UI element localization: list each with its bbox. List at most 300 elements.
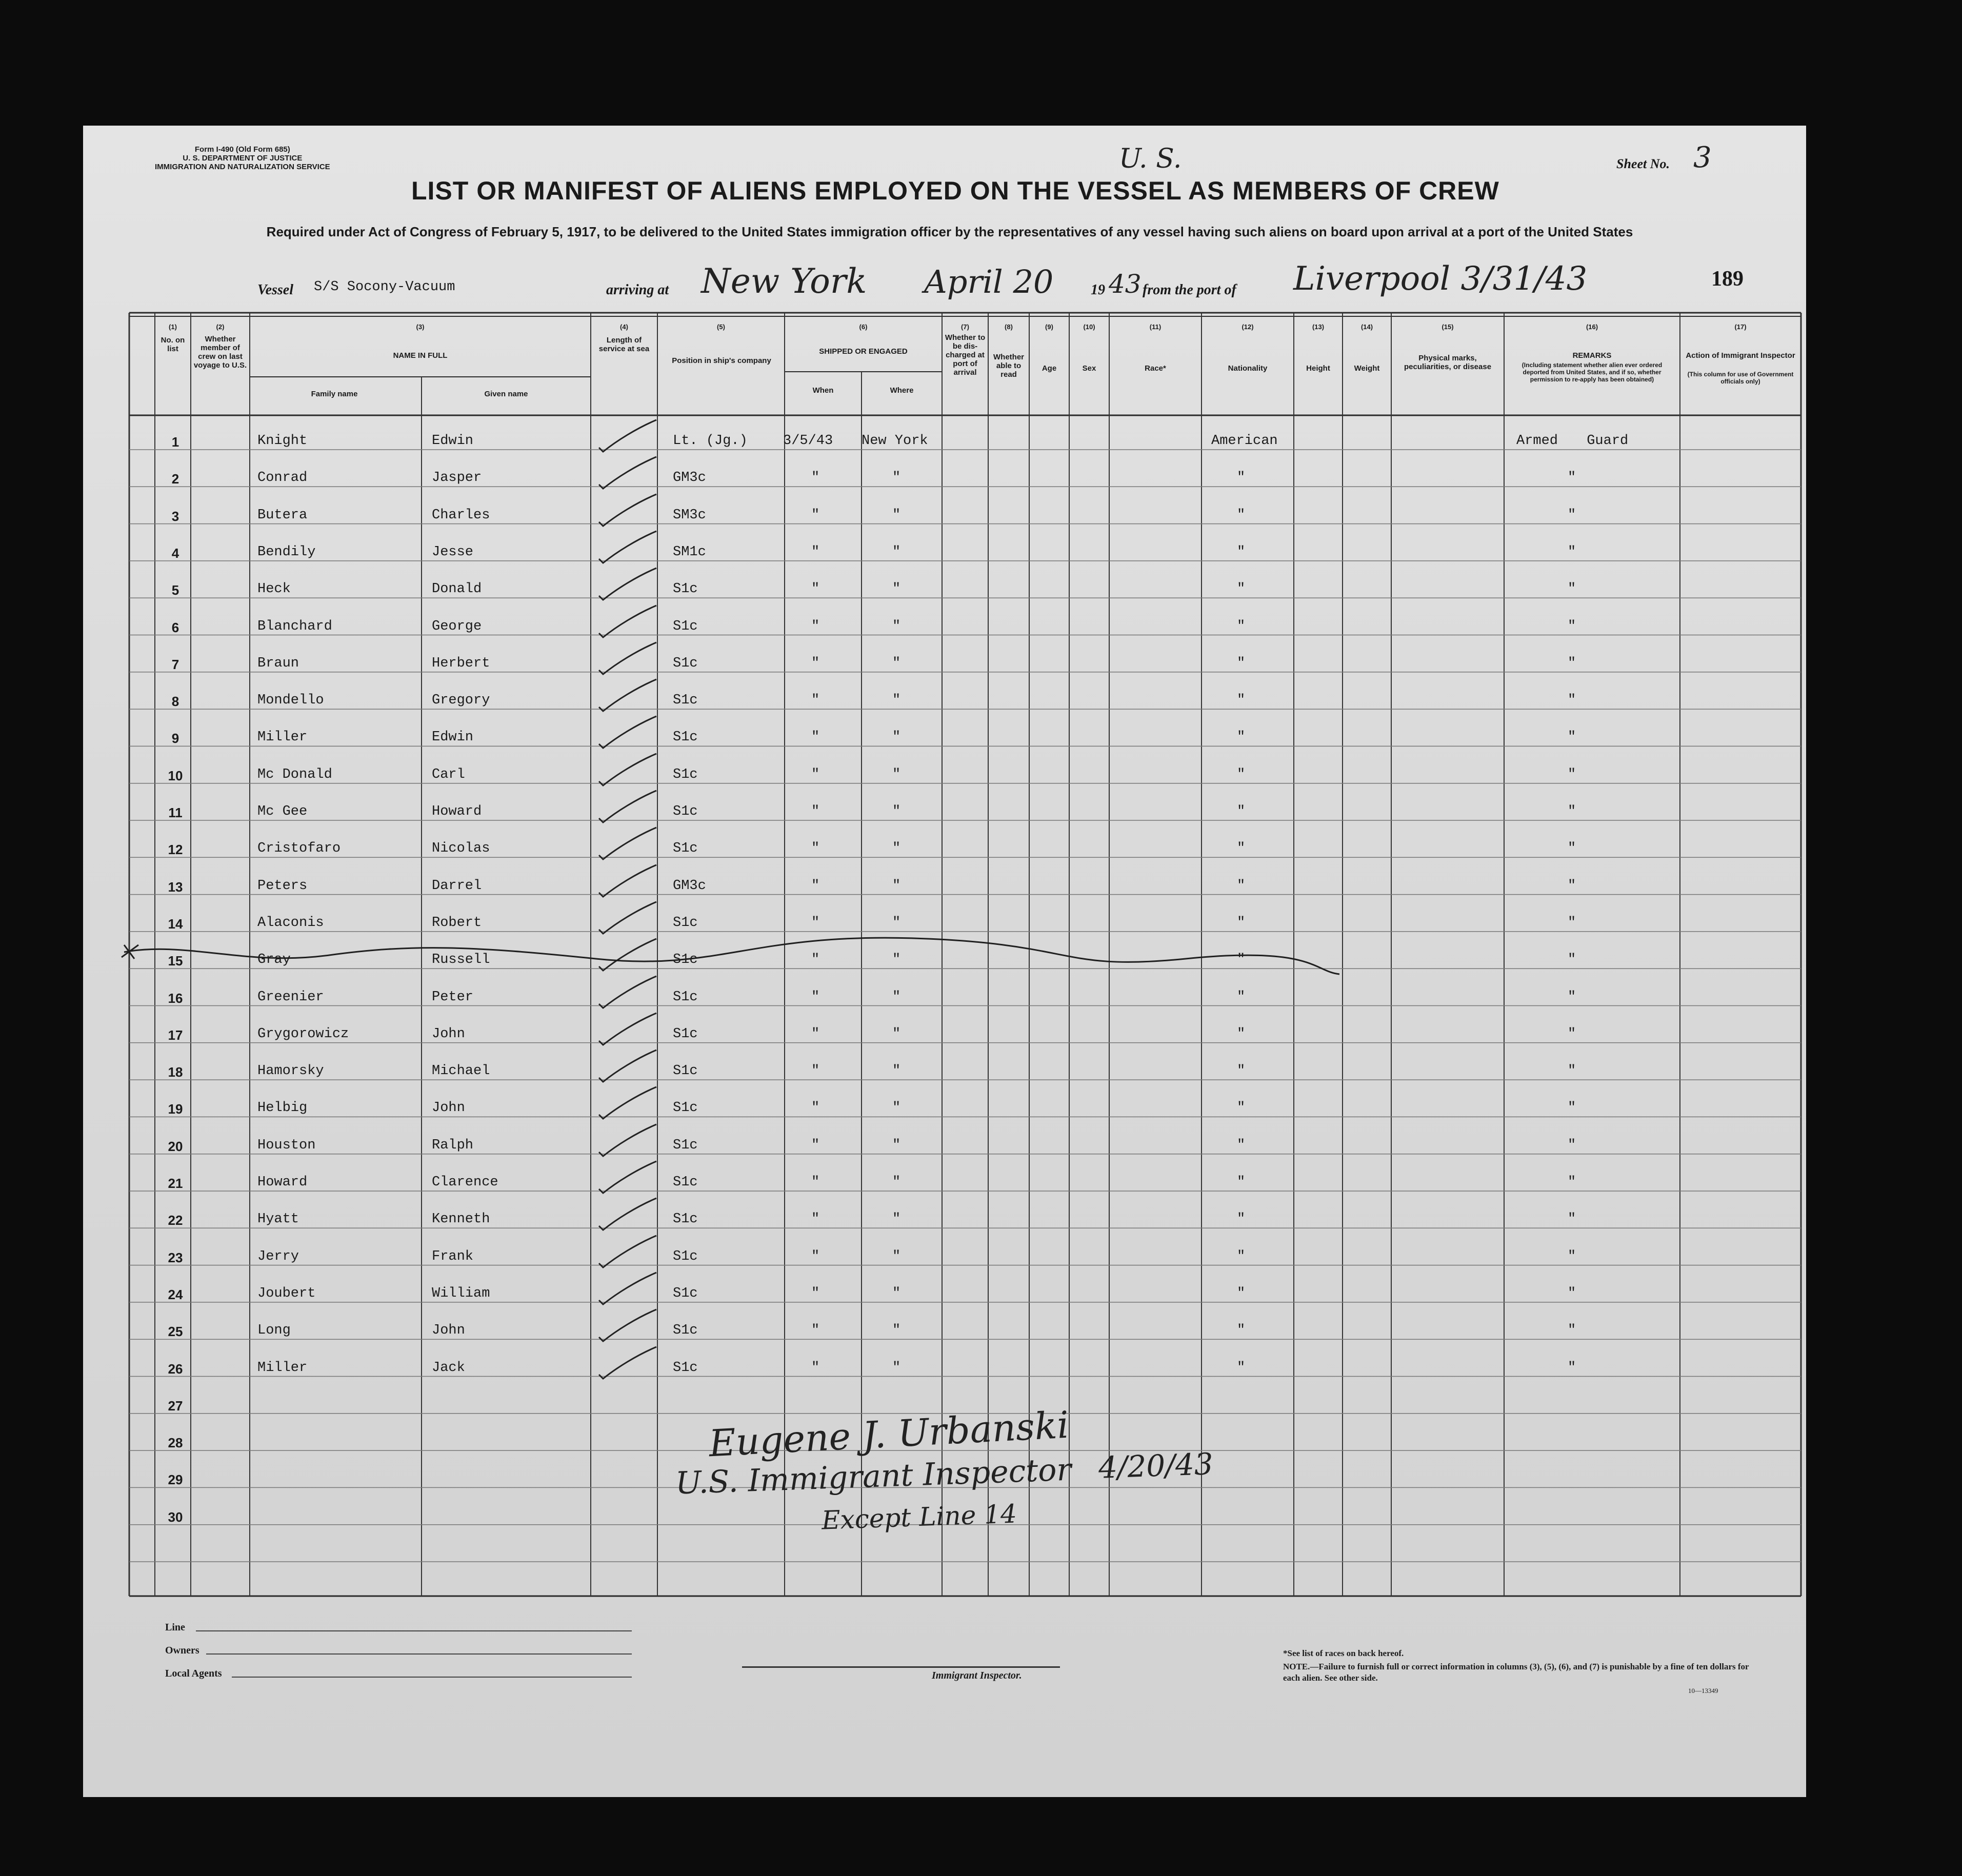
given-name-cell: Herbert <box>432 655 490 671</box>
family-name-cell: Gray <box>257 952 291 968</box>
given-name-cell: Frank <box>432 1248 474 1264</box>
service-check-mark <box>596 1085 657 1121</box>
when-cell: " <box>811 730 820 745</box>
when-cell: " <box>811 544 820 560</box>
service-check-mark <box>596 863 657 899</box>
year-prefix: 19 <box>1091 282 1105 298</box>
row-number: 26 <box>168 1361 183 1377</box>
family-name-cell: Knight <box>257 433 308 449</box>
nationality-cell: " <box>1237 618 1246 634</box>
service-check-mark <box>596 603 657 639</box>
page-number: 189 <box>1711 267 1744 291</box>
nationality-cell: " <box>1237 507 1246 523</box>
given-name-cell: Clarence <box>432 1175 498 1190</box>
where-cell: " <box>892 989 901 1005</box>
row-number: 16 <box>168 990 183 1006</box>
subtitle: Required under Act of Congress of February 5, 1917, to be delivered to the United States immigration officer by the representatives of any vessel having such aliens on board upon arrival at a port of the United States <box>266 224 1633 239</box>
col-header-last-voyage: Whether member of crew on last voyage to U.S. <box>193 335 247 370</box>
col-number: (2) <box>216 323 225 331</box>
col-header-no: No. on list <box>161 336 185 353</box>
row-number: 24 <box>168 1286 183 1302</box>
given-name-cell: John <box>432 1100 465 1116</box>
position-cell: SM1c <box>673 544 706 560</box>
family-name-cell: Hamorsky <box>257 1063 324 1079</box>
inspection-date: 4/20/43 <box>1097 1446 1214 1485</box>
row-number: 22 <box>168 1213 183 1228</box>
col-number: (15) <box>1442 323 1454 331</box>
service-check-mark <box>596 1122 657 1158</box>
col-header-race: Race* <box>1145 364 1166 373</box>
col-header-remarks: REMARKS <box>1572 351 1612 360</box>
row-number: 19 <box>168 1101 183 1117</box>
col-header-action: Action of Immigrant Inspector <box>1686 351 1795 360</box>
family-name-cell: Mondello <box>257 693 324 709</box>
position-cell: S1c <box>673 1212 698 1227</box>
remarks-cell: " <box>1568 655 1576 671</box>
service-check-mark <box>596 455 657 491</box>
row-number: 27 <box>168 1398 183 1414</box>
nationality-cell: " <box>1237 1212 1246 1227</box>
position-cell: S1c <box>673 1100 698 1116</box>
col-header-family: Family name <box>311 390 358 398</box>
col-header-height: Height <box>1306 364 1330 373</box>
when-cell: " <box>811 618 820 634</box>
col-header-service: Length of service at sea <box>598 336 650 353</box>
service-check-mark <box>596 1307 657 1343</box>
row-number: 3 <box>171 508 179 524</box>
given-name-cell: George <box>432 618 482 634</box>
position-cell: S1c <box>673 1323 698 1339</box>
col-number: (10) <box>1083 323 1095 331</box>
given-name-cell: Jesse <box>432 544 474 560</box>
remarks-cell: " <box>1568 730 1576 745</box>
when-cell: " <box>811 581 820 597</box>
col-header-where: Where <box>890 386 914 395</box>
footer-line-rule <box>196 1630 632 1631</box>
service-check-mark <box>596 529 657 565</box>
where-cell: " <box>892 915 901 931</box>
given-name-cell: Nicolas <box>432 841 490 857</box>
nationality-cell: " <box>1237 1285 1246 1301</box>
family-name-cell: Mc Donald <box>257 766 332 782</box>
nationality-cell: " <box>1237 1063 1246 1079</box>
family-name-cell: Grygorowicz <box>257 1026 349 1042</box>
when-cell: " <box>811 915 820 931</box>
where-cell: " <box>892 952 901 968</box>
row-number: 21 <box>168 1176 183 1191</box>
col-number: (17) <box>1734 323 1747 331</box>
footer-agents-rule <box>232 1677 632 1678</box>
service-check-mark <box>596 900 657 936</box>
row-number: 6 <box>171 619 179 635</box>
service-check-mark <box>596 492 657 528</box>
where-cell: " <box>892 766 901 782</box>
footer-form-code: 10—13349 <box>1688 1687 1718 1695</box>
position-cell: S1c <box>673 915 698 931</box>
remarks-cell: " <box>1568 952 1576 968</box>
where-cell: " <box>892 1175 901 1190</box>
row-number: 13 <box>168 879 183 895</box>
row-number: 8 <box>171 694 179 710</box>
service-check-mark <box>596 752 657 788</box>
department: U. S. DEPARTMENT OF JUSTICE <box>183 154 303 163</box>
vessel-name: S/S Socony-Vacuum <box>314 279 455 295</box>
remarks-cell: " <box>1568 1212 1576 1227</box>
when-cell: " <box>811 1285 820 1301</box>
col-number: (9) <box>1045 323 1053 331</box>
manifest-sheet <box>83 126 1806 1797</box>
given-name-cell: Gregory <box>432 693 490 709</box>
family-name-cell: Helbig <box>257 1100 308 1116</box>
position-cell: S1c <box>673 989 698 1005</box>
position-cell: S1c <box>673 693 698 709</box>
remarks-cell: " <box>1568 1175 1576 1190</box>
given-name-cell: Charles <box>432 507 490 523</box>
when-cell: " <box>811 841 820 857</box>
given-name-cell: Donald <box>432 581 482 597</box>
arrival-date: April 20 <box>924 263 1054 300</box>
service-check-mark <box>596 677 657 713</box>
row-number: 18 <box>168 1064 183 1080</box>
exception-note: Except Line 14 <box>821 1499 1017 1536</box>
when-cell: " <box>811 1248 820 1264</box>
page-title: LIST OR MANIFEST OF ALIENS EMPLOYED ON THE VESSEL AS MEMBERS OF CREW <box>411 176 1499 205</box>
remarks-cell: " <box>1568 544 1576 560</box>
remarks-cell: " <box>1568 507 1576 523</box>
row-number: 25 <box>168 1324 183 1340</box>
position-cell: S1c <box>673 952 698 968</box>
when-cell: " <box>811 655 820 671</box>
family-name-cell: Houston <box>257 1137 316 1153</box>
row-number: 29 <box>168 1472 183 1488</box>
given-name-cell: John <box>432 1026 465 1042</box>
footer-owners-label: Owners <box>165 1645 199 1656</box>
col-number: (16) <box>1586 323 1598 331</box>
service: IMMIGRATION AND NATURALIZATION SERVICE <box>155 163 330 171</box>
row-number: 4 <box>171 545 179 561</box>
footer-inspector-label: Immigrant Inspector. <box>932 1670 1022 1681</box>
where-cell: " <box>892 1323 901 1339</box>
row-number: 20 <box>168 1138 183 1154</box>
nationality-cell: " <box>1237 878 1246 894</box>
position-cell: Lt. (Jg.) <box>673 433 748 449</box>
from-port-label: from the port of <box>1143 282 1236 298</box>
row-number: 28 <box>168 1435 183 1451</box>
where-cell: " <box>892 581 901 597</box>
where-cell: " <box>892 804 901 819</box>
family-name-cell: Braun <box>257 655 299 671</box>
service-check-mark <box>596 1270 657 1306</box>
given-name-cell: Jack <box>432 1360 465 1376</box>
row-number: 9 <box>171 731 179 747</box>
given-name-cell: Ralph <box>432 1137 474 1153</box>
nationality-cell: " <box>1237 1323 1246 1339</box>
nationality-cell: " <box>1237 1360 1246 1376</box>
given-name-cell: Howard <box>432 804 482 819</box>
col-number: (7) <box>961 323 969 331</box>
service-check-mark <box>596 1159 657 1195</box>
when-cell: " <box>811 878 820 894</box>
when-cell: " <box>811 952 820 968</box>
given-name-cell: Edwin <box>432 730 474 745</box>
arriving-label: arriving at <box>606 282 669 298</box>
position-cell: S1c <box>673 581 698 597</box>
position-cell: S1c <box>673 766 698 782</box>
where-cell: " <box>892 1248 901 1264</box>
position-cell: S1c <box>673 1063 698 1079</box>
row-number: 23 <box>168 1249 183 1265</box>
nationality-cell: " <box>1237 989 1246 1005</box>
position-cell: S1c <box>673 655 698 671</box>
where-cell: " <box>892 655 901 671</box>
family-name-cell: Heck <box>257 581 291 597</box>
family-name-cell: Howard <box>257 1175 308 1190</box>
when-cell: " <box>811 1100 820 1116</box>
when-cell: " <box>811 1212 820 1227</box>
col-header-action-note: (This column for use of Government officials only) <box>1687 371 1794 385</box>
when-cell: " <box>811 989 820 1005</box>
family-name-cell: Butera <box>257 507 308 523</box>
row-number: 15 <box>168 953 183 969</box>
footer-line-label: Line <box>165 1622 185 1633</box>
where-cell: " <box>892 1026 901 1042</box>
col-header-physical: Physical marks, peculiarities, or disease <box>1404 354 1492 371</box>
when-cell: " <box>811 1137 820 1153</box>
nationality-cell: " <box>1237 544 1246 560</box>
service-check-mark <box>596 1196 657 1232</box>
footer-note: NOTE.—Failure to furnish full or correct information in columns (3), (5), (6), and (7) is punishable by a fine of ten dollars for each alien. See other side. <box>1283 1662 1749 1683</box>
col-number: (6) <box>859 323 868 331</box>
remarks-cell: " <box>1568 1026 1576 1042</box>
sheet-number: 3 <box>1693 141 1712 174</box>
col-number: (11) <box>1149 323 1162 331</box>
remarks-cell: " <box>1568 581 1576 597</box>
when-cell: " <box>811 507 820 523</box>
service-check-mark <box>596 714 657 750</box>
where-cell: " <box>892 1100 901 1116</box>
family-name-cell: Jerry <box>257 1248 299 1264</box>
year-suffix: 43 <box>1109 269 1142 299</box>
col-header-weight: Weight <box>1354 364 1380 373</box>
position-cell: GM3c <box>673 470 706 486</box>
family-name-cell: Miller <box>257 730 308 745</box>
nationality-cell: " <box>1237 915 1246 931</box>
service-check-mark <box>596 937 657 973</box>
family-name-cell: Blanchard <box>257 618 332 634</box>
remarks-cell: " <box>1568 1100 1576 1116</box>
given-name-cell: John <box>432 1323 465 1339</box>
service-check-mark <box>596 640 657 676</box>
position-cell: S1c <box>673 841 698 857</box>
where-cell: " <box>892 1137 901 1153</box>
col-number: (12) <box>1242 323 1254 331</box>
col-header-shipped: SHIPPED OR ENGAGED <box>819 347 908 356</box>
family-name-cell: Alaconis <box>257 915 324 931</box>
remarks-cell: " <box>1568 804 1576 819</box>
where-cell: " <box>892 507 901 523</box>
when-cell: " <box>811 1360 820 1376</box>
given-name-cell: Michael <box>432 1063 490 1079</box>
family-name-cell: Miller <box>257 1360 308 1376</box>
given-name-cell: Darrel <box>432 878 482 894</box>
remarks-cell: " <box>1568 915 1576 931</box>
col-header-name: NAME IN FULL <box>393 351 448 360</box>
where-cell: " <box>892 693 901 709</box>
where-cell: " <box>892 1360 901 1376</box>
row-number: 30 <box>168 1509 183 1525</box>
col-header-discharged: Whether to be dis-charged at port of arrival <box>945 333 986 377</box>
service-check-mark <box>596 825 657 861</box>
col-header-remarks-note: (Including statement whether alien ever ordered deported from United States, and if so, whether permission to re-apply has been obtained) <box>1521 361 1663 383</box>
nationality-cell: " <box>1237 804 1246 819</box>
col-header-sex: Sex <box>1082 364 1096 373</box>
when-cell: " <box>811 1026 820 1042</box>
service-check-mark <box>596 566 657 602</box>
position-cell: S1c <box>673 1285 698 1301</box>
remarks-cell: " <box>1568 1323 1576 1339</box>
where-cell: " <box>892 841 901 857</box>
row-number: 2 <box>171 471 179 487</box>
when-cell: 3/5/43 <box>783 433 833 449</box>
nationality-cell: " <box>1237 1248 1246 1264</box>
position-cell: S1c <box>673 1248 698 1264</box>
where-cell: " <box>892 618 901 634</box>
service-check-mark <box>596 1011 657 1047</box>
position-cell: S1c <box>673 1026 698 1042</box>
row-number: 17 <box>168 1027 183 1043</box>
us-handwritten: U. S. <box>1119 144 1182 174</box>
remarks-cell: " <box>1568 470 1576 486</box>
family-name-cell: Conrad <box>257 470 308 486</box>
when-cell: " <box>811 470 820 486</box>
inspector-signature: Eugene J. Urbanski <box>708 1403 1070 1465</box>
given-name-cell: Edwin <box>432 433 474 449</box>
service-check-mark <box>596 1048 657 1084</box>
family-name-cell: Cristofaro <box>257 841 341 857</box>
col-number: (8) <box>1005 323 1013 331</box>
position-cell: S1c <box>673 1175 698 1190</box>
remarks-cell: " <box>1568 693 1576 709</box>
remarks-cell: " <box>1568 1285 1576 1301</box>
col-number: (5) <box>717 323 725 331</box>
service-check-mark <box>596 1234 657 1269</box>
row-number: 11 <box>168 805 183 820</box>
when-cell: " <box>811 1063 820 1079</box>
nationality-cell: " <box>1237 1026 1246 1042</box>
when-cell: " <box>811 1323 820 1339</box>
when-cell: " <box>811 804 820 819</box>
remarks-cell: " <box>1568 1137 1576 1153</box>
col-number: (4) <box>620 323 628 331</box>
col-header-nationality: Nationality <box>1228 364 1268 373</box>
nationality-cell: " <box>1237 841 1246 857</box>
remarks-cell: " <box>1568 878 1576 894</box>
remarks-cell: " <box>1568 1360 1576 1376</box>
row-number: 5 <box>171 582 179 598</box>
remarks-cell: " <box>1568 841 1576 857</box>
footer-agents-label: Local Agents <box>165 1668 222 1679</box>
form-id: Form I-490 (Old Form 685) <box>194 145 290 154</box>
given-name-cell: William <box>432 1285 490 1301</box>
position-cell: S1c <box>673 618 698 634</box>
family-name-cell: Long <box>257 1323 291 1339</box>
nationality-cell: " <box>1237 693 1246 709</box>
arriving-port: New York <box>701 261 867 301</box>
given-name-cell: Peter <box>432 989 474 1005</box>
sheet-label: Sheet No. <box>1616 156 1670 171</box>
row-number: 12 <box>168 842 183 858</box>
where-cell: " <box>892 1063 901 1079</box>
col-header-read: Whether able to read <box>993 353 1024 379</box>
where-cell: " <box>892 1212 901 1227</box>
remarks-cell: " <box>1568 618 1576 634</box>
position-cell: S1c <box>673 730 698 745</box>
footer-owners-rule <box>206 1653 632 1655</box>
position-cell: GM3c <box>673 878 706 894</box>
family-name-cell: Peters <box>257 878 308 894</box>
given-name-cell: Russell <box>432 952 490 968</box>
service-check-mark <box>596 418 657 454</box>
where-cell: " <box>892 878 901 894</box>
from-port: Liverpool 3/31/43 <box>1293 260 1588 298</box>
col-header-when: When <box>812 386 834 395</box>
col-number: (13) <box>1312 323 1325 331</box>
when-cell: " <box>811 766 820 782</box>
when-cell: " <box>811 693 820 709</box>
position-cell: SM3c <box>673 507 706 523</box>
inspector-signature-line <box>742 1666 1060 1668</box>
given-name-cell: Kenneth <box>432 1212 490 1227</box>
nationality-cell: " <box>1237 581 1246 597</box>
nationality-cell: " <box>1237 730 1246 745</box>
family-name-cell: Joubert <box>257 1285 316 1301</box>
nationality-cell: American <box>1211 433 1278 449</box>
given-name-cell: Robert <box>432 915 482 931</box>
row-number: 10 <box>168 768 183 783</box>
row-number: 7 <box>171 656 179 672</box>
remarks-cell: " <box>1568 1248 1576 1264</box>
nationality-cell: " <box>1237 1175 1246 1190</box>
nationality-cell: " <box>1237 655 1246 671</box>
where-cell: New York <box>862 433 928 449</box>
remarks-cell: " <box>1568 766 1576 782</box>
position-cell: S1c <box>673 804 698 819</box>
nationality-cell: " <box>1237 470 1246 486</box>
row-number: 1 <box>171 434 179 450</box>
where-cell: " <box>892 470 901 486</box>
service-check-mark <box>596 974 657 1010</box>
nationality-cell: " <box>1237 952 1246 968</box>
nationality-cell: " <box>1237 1100 1246 1116</box>
col-number: (14) <box>1360 323 1373 331</box>
col-header-given: Given name <box>484 390 528 398</box>
col-header-age: Age <box>1042 364 1057 373</box>
nationality-cell: " <box>1237 1137 1246 1153</box>
when-cell: " <box>811 1175 820 1190</box>
inspector-title: U.S. Immigrant Inspector <box>675 1451 1072 1502</box>
position-cell: S1c <box>673 1360 698 1376</box>
family-name-cell: Hyatt <box>257 1212 299 1227</box>
given-name-cell: Carl <box>432 766 465 782</box>
given-name-cell: Jasper <box>432 470 482 486</box>
where-cell: " <box>892 730 901 745</box>
where-cell: " <box>892 544 901 560</box>
family-name-cell: Greenier <box>257 989 324 1005</box>
vessel-label: Vessel <box>257 282 293 298</box>
position-cell: S1c <box>673 1137 698 1153</box>
nationality-cell: " <box>1237 766 1246 782</box>
footer-race-note: *See list of races on back hereof. <box>1283 1648 1404 1658</box>
